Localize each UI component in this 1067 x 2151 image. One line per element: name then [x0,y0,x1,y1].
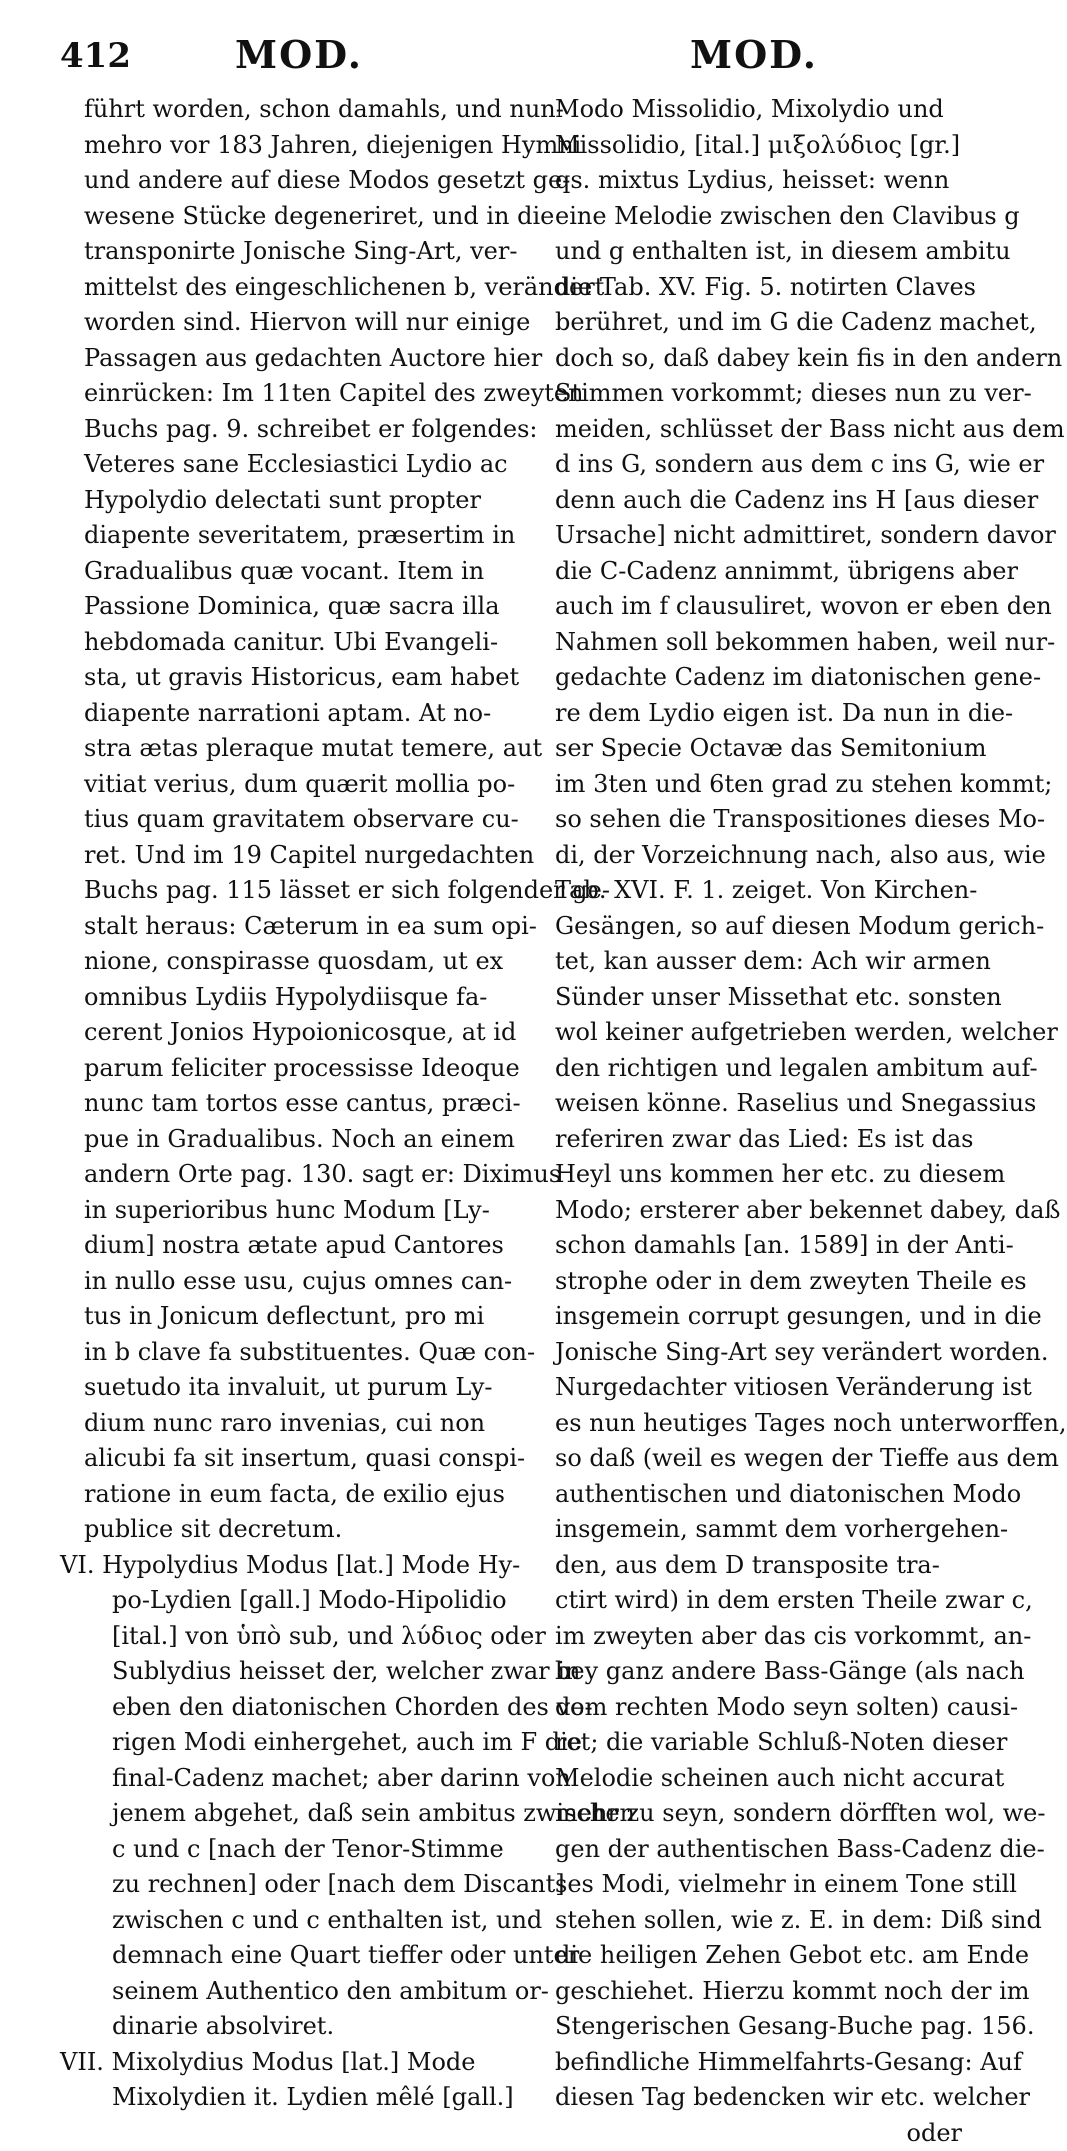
text-line: nunc tam tortos esse cantus, præci- [84,1086,504,1122]
text-line: befindliche Himmelfahrts-Gesang: Auf [555,2045,970,2081]
text-line: dium nunc raro invenias, cui non [84,1406,504,1442]
text-line: Tab. XVI. F. 1. zeiget. Von Kirchen- [555,873,970,909]
text-line: Buchs pag. 115 lässet er sich folgender ge- [84,873,504,909]
text-line: omnibus Lydiis Hypolydiisque fa- [84,980,504,1016]
text-line: einrücken: Im 11ten Capitel des zweyten [84,376,504,412]
text-line: auch im f clausuliret, wovon er eben den [555,589,970,625]
text-line: Nahmen soll bekommen haben, weil nur- [555,625,970,661]
text-line: Sublydius heisset der, welcher zwar in [84,1654,504,1690]
text-line: stehen sollen, wie z. E. in dem: Diß sind [555,1903,970,1939]
text-line: den, aus dem D transposite tra- [555,1548,970,1584]
text-line: Stengerischen Gesang-Buche pag. 156. [555,2009,970,2045]
text-line: vitiat verius, dum quærit mollia po- [84,767,504,803]
text-line: authentischen und diatonischen Modo [555,1477,970,1513]
text-line: andern Orte pag. 130. sagt er: Diximus [84,1157,504,1193]
text-line: referiren zwar das Lied: Es ist das [555,1122,970,1158]
text-line: Nurgedachter vitiosen Veränderung ist [555,1370,970,1406]
text-line: demnach eine Quart tieffer oder unter [84,1938,504,1974]
text-line: es nun heutiges Tages noch unterworffen, [555,1406,970,1442]
text-line: Sünder unser Missethat etc. sonsten [555,980,970,1016]
text-line: [ital.] von ὑπὸ sub, und λύδιος oder [84,1619,504,1655]
text-line: im zweyten aber das cis vorkommt, an- [555,1619,970,1655]
text-line: Veteres sane Ecclesiastici Lydio ac [84,447,504,483]
text-line: die heiligen Zehen Gebot etc. am Ende [555,1938,970,1974]
text-line: Hypolydio delectati sunt propter [84,483,504,519]
text-line: Gradualibus quæ vocant. Item in [84,554,504,590]
text-line: die C-Cadenz annimmt, übrigens aber [555,554,970,590]
text-line: Passagen aus gedachten Auctore hier [84,341,504,377]
text-line: cerent Jonios Hypoionicosque, at id [84,1015,504,1051]
header-right-word: MOD. [690,32,818,77]
text-line: tet, kan ausser dem: Ach wir armen [555,944,970,980]
catchword: oder [555,2116,970,2151]
text-line: den richtigen und legalen ambitum auf- [555,1051,970,1087]
text-line: insgemein corrupt gesungen, und in die [555,1299,970,1335]
text-line: tus in Jonicum deflectunt, pro mi [84,1299,504,1335]
left-column [84,92,504,2116]
text-line: ret. Und im 19 Capitel nurgedachten [84,838,504,874]
text-line: c und c [nach der Tenor-Stimme [84,1832,504,1868]
text-line: Gesängen, so auf diesen Modum gerich- [555,909,970,945]
text-line: wesene Stücke degeneriret, und in die [84,199,504,235]
text-line: suetudo ita invaluit, ut purum Ly- [84,1370,504,1406]
text-line: mittelst des eingeschlichenen b, verändert [84,270,504,306]
text-line: pue in Gradualibus. Noch an einem [84,1122,504,1158]
text-line: weisen könne. Raselius und Snegassius [555,1086,970,1122]
text-line: wol keiner aufgetrieben werden, welcher [555,1015,970,1051]
text-line: publice sit decretum. [84,1512,504,1548]
text-line: Buchs pag. 9. schreibet er folgendes: [84,412,504,448]
text-line: diapente narrationi aptam. At no- [84,696,504,732]
page-number: 412 [60,36,131,76]
text-line: Mixolydien it. Lydien mêlé [gall.] [84,2080,504,2116]
text-line: diesen Tag bedencken wir etc. welcher [555,2080,970,2116]
text-line: in nullo esse usu, cujus omnes can- [84,1264,504,1300]
text-line: dem rechten Modo seyn solten) causi- [555,1690,970,1726]
text-line: jenem abgehet, daß sein ambitus zwischen [84,1796,504,1832]
text-line: mehr zu seyn, sondern dörfften wol, we- [555,1796,970,1832]
text-line: Jonische Sing-Art sey verändert worden. [555,1335,970,1371]
text-line: stalt heraus: Cæterum in ea sum opi- [84,909,504,945]
text-line: dinarie absolviret. [84,2009,504,2045]
text-line: Melodie scheinen auch nicht accurat [555,1761,970,1797]
text-line: geschiehet. Hierzu kommt noch der im [555,1974,970,2010]
text-line: Passione Dominica, quæ sacra illa [84,589,504,625]
text-line: ratione in eum facta, de exilio ejus [84,1477,504,1513]
text-line: die Tab. XV. Fig. 5. notirten Claves [555,270,970,306]
text-line: zu rechnen] oder [nach dem Discant] [84,1867,504,1903]
text-line: eine Melodie zwischen den Clavibus g [555,199,970,235]
text-line: berühret, und im G die Cadenz machet, [555,305,970,341]
text-line: VI. Hypolydius Modus [lat.] Mode Hy- [60,1548,504,1584]
header-left-word: MOD. [235,32,363,77]
text-line: ses Modi, vielmehr in einem Tone still [555,1867,970,1903]
text-line: meiden, schlüsset der Bass nicht aus dem [555,412,970,448]
text-line: ret; die variable Schluß-Noten dieser [555,1725,970,1761]
text-line: alicubi fa sit insertum, quasi conspi- [84,1441,504,1477]
text-line: Missolidio, [ital.] μιξολύδιος [gr.] [555,128,970,164]
text-line: eben den diatonischen Chorden des vo- [84,1690,504,1726]
text-line: ctirt wird) in dem ersten Theile zwar c, [555,1583,970,1619]
text-line: Ursache] nicht admittiret, sondern davor [555,518,970,554]
text-line: Heyl uns kommen her etc. zu diesem [555,1157,970,1193]
text-line: und g enthalten ist, in diesem ambitu [555,234,970,270]
text-line: diapente severitatem, præsertim in [84,518,504,554]
text-line: dium] nostra ætate apud Cantores [84,1228,504,1264]
text-line: so sehen die Transpositiones dieses Mo- [555,802,970,838]
text-line: tius quam gravitatem observare cu- [84,802,504,838]
text-line: Stimmen vorkommt; dieses nun zu ver- [555,376,970,412]
text-line: parum feliciter processisse Ideoque [84,1051,504,1087]
text-line: in b clave fa substituentes. Quæ con- [84,1335,504,1371]
text-line: VII. Mixolydius Modus [lat.] Mode [60,2045,504,2081]
text-line: führt worden, schon damahls, und nun- [84,92,504,128]
text-line: hebdomada canitur. Ubi Evangeli- [84,625,504,661]
text-line: transponirte Jonische Sing-Art, ver- [84,234,504,270]
text-line: di, der Vorzeichnung nach, also aus, wie [555,838,970,874]
text-line: po-Lydien [gall.] Modo-Hipolidio [84,1583,504,1619]
text-line: bey ganz andere Bass-Gänge (als nach [555,1654,970,1690]
text-line: insgemein, sammt dem vorhergehen- [555,1512,970,1548]
text-line: gen der authentischen Bass-Cadenz die- [555,1832,970,1868]
text-line: ser Specie Octavæ das Semitonium [555,731,970,767]
text-line: im 3ten und 6ten grad zu stehen kommt; [555,767,970,803]
running-header [0,28,1000,88]
text-line: Modo Missolidio, Mixolydio und [555,92,970,128]
text-line: qs. mixtus Lydius, heisset: wenn [555,163,970,199]
text-line: rigen Modi einhergehet, auch im F die [84,1725,504,1761]
text-line: sta, ut gravis Historicus, eam habet [84,660,504,696]
text-line: re dem Lydio eigen ist. Da nun in die- [555,696,970,732]
text-line: zwischen c und c enthalten ist, und [84,1903,504,1939]
text-line: schon damahls [an. 1589] in der Anti- [555,1228,970,1264]
text-line: denn auch die Cadenz ins H [aus dieser [555,483,970,519]
text-line: in superioribus hunc Modum [Ly- [84,1193,504,1229]
text-line: und andere auf diese Modos gesetzt ge- [84,163,504,199]
text-line: d ins G, sondern aus dem c ins G, wie er [555,447,970,483]
text-line: seinem Authentico den ambitum or- [84,1974,504,2010]
right-column [555,92,970,2151]
text-line: strophe oder in dem zweyten Theile es [555,1264,970,1300]
text-line: doch so, daß dabey kein fis in den andern [555,341,970,377]
text-line: gedachte Cadenz im diatonischen gene- [555,660,970,696]
text-line: so daß (weil es wegen der Tieffe aus dem [555,1441,970,1477]
text-line: mehro vor 183 Jahren, diejenigen Hymni [84,128,504,164]
text-line: Modo; ersterer aber bekennet dabey, daß [555,1193,970,1229]
text-line: stra ætas pleraque mutat temere, aut [84,731,504,767]
text-line: worden sind. Hiervon will nur einige [84,305,504,341]
text-line: final-Cadenz machet; aber darinn von [84,1761,504,1797]
text-line: nione, conspirasse quosdam, ut ex [84,944,504,980]
